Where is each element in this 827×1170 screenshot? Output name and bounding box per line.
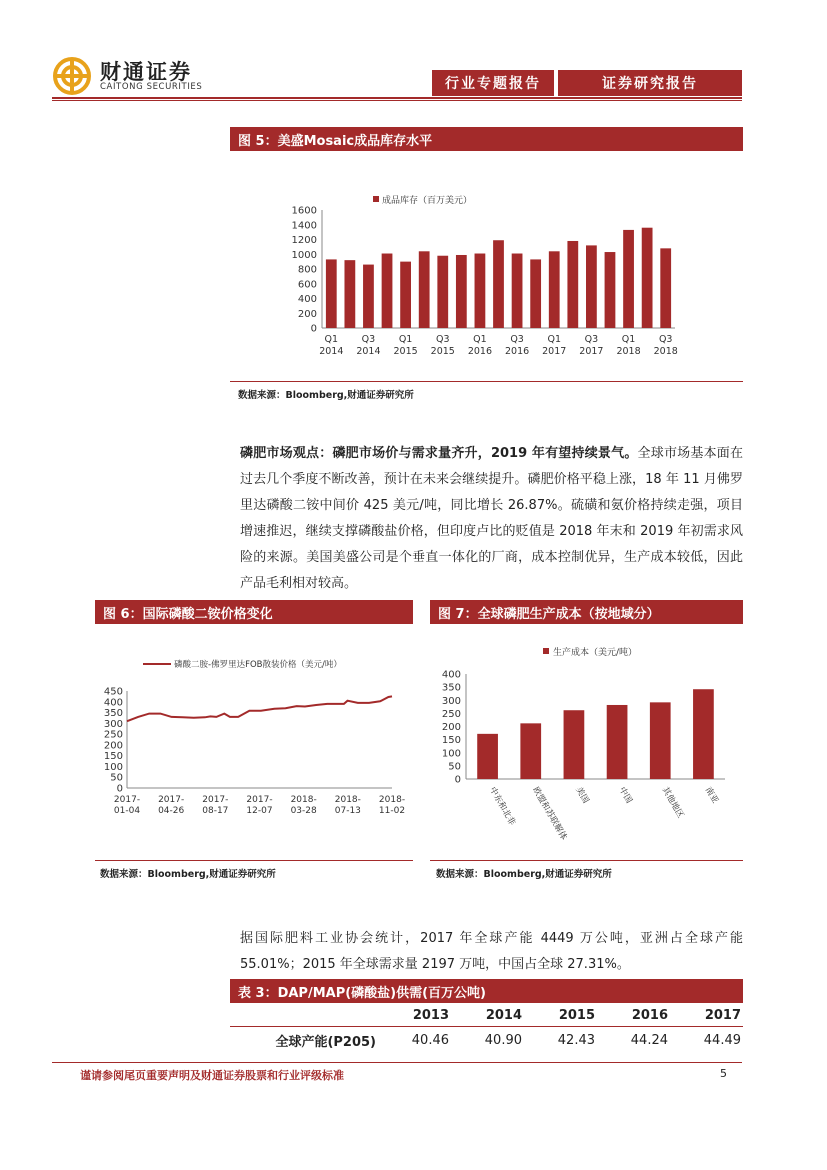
- x-tick-label: 03-28: [290, 806, 317, 816]
- x-tick-label: 2017-: [246, 795, 273, 805]
- x-tick-label: Q1: [473, 334, 487, 345]
- market-view-lead: 磷肥市场观点：磷肥市场价与需求量齐升，2019 年有望持续景气。: [240, 446, 638, 461]
- x-tick-label: 2017-: [113, 795, 141, 805]
- bar: [520, 723, 541, 779]
- x-tick-label: 中国: [616, 785, 634, 806]
- company-name-cn: 财通证券: [100, 60, 192, 84]
- market-view-body: 全球市场基本面在过去几个季度不断改善，预计在未来会继续提升。磷肥价格平稳上涨，18 年 11 月佛罗里达磷酸二铵中间价 425 美元/吨，同比增长 26.87%。硫磺和氨价格持续走强，项目增速推迟，继续支撑磷酸盐价格，但印度卢比的贬值是 2018 年末和 2019 年初需求风险的来源。美国美盛公司是个垂直一体化的厂商，成本控制优异，生产成本较低，因此产品毛利相对较高。: [240, 446, 743, 591]
- bar: [437, 256, 448, 328]
- bar: [567, 241, 578, 328]
- x-tick-label: Q3: [510, 334, 524, 345]
- table-cell: 42.43: [557, 1032, 595, 1048]
- table-year-2013: 2013: [412, 1007, 449, 1023]
- x-tick-label: 南亚: [702, 785, 720, 806]
- legend-label: 生产成本（美元/吨）: [553, 648, 638, 658]
- report-type-tag: 行业专题报告: [432, 70, 554, 96]
- y-tick-label: 50: [448, 761, 461, 773]
- y-tick-label: 350: [441, 682, 461, 694]
- x-tick-label: 欧盟和苏联解体: [530, 785, 569, 843]
- x-tick-label: Q3: [658, 334, 673, 345]
- y-tick-label: 0: [454, 774, 461, 786]
- y-tick-label: 400: [297, 294, 317, 305]
- x-tick-label: 2017-: [158, 795, 185, 805]
- table-header-row: [230, 1004, 743, 1027]
- table-cell: 44.49: [703, 1032, 741, 1048]
- x-tick-label: 08-17: [202, 806, 229, 816]
- bar: [564, 710, 585, 779]
- figure7-bar-chart: [430, 638, 743, 843]
- company-logo-icon: [52, 56, 92, 96]
- y-tick-label: 300: [441, 695, 461, 707]
- y-tick-label: 200: [297, 308, 317, 320]
- x-tick-label: 2018-: [378, 795, 406, 805]
- y-tick-label: 350: [103, 708, 123, 720]
- report-category-tag: 证券研究报告: [558, 70, 742, 96]
- header-divider-thin: [52, 100, 742, 101]
- page-number: 5: [720, 1067, 727, 1080]
- y-tick-label: 450: [103, 686, 123, 698]
- legend-label: 成品库存（百万美元）: [382, 196, 473, 206]
- bar: [363, 265, 374, 328]
- capacity-paragraph: 据国际肥料工业协会统计，2017 年全球产能 4449 万公吨，亚洲占全球产能 55.01%；2015 年全球需求量 2197 万吨，中国占全球 27.31%。: [240, 931, 743, 972]
- bar: [530, 259, 541, 328]
- supply-demand-table: [230, 1004, 743, 1053]
- table-row-label: 全球产能(P205): [275, 1034, 376, 1050]
- x-tick-label: 2017: [542, 346, 567, 357]
- figure6-line-chart: [95, 645, 413, 825]
- y-tick-label: 1600: [291, 205, 317, 217]
- disclaimer-note: 谨请参阅尾页重要声明及财通证券股票和行业评级标准: [80, 1069, 344, 1082]
- company-name-en: CAITONG SECURITIES: [100, 82, 203, 92]
- x-tick-label: 2015: [393, 346, 418, 357]
- y-tick-label: 0: [310, 323, 317, 335]
- y-tick-label: 250: [441, 708, 461, 720]
- bar: [607, 705, 628, 779]
- x-tick-label: 01-04: [113, 806, 141, 816]
- header-divider: [52, 97, 742, 99]
- x-tick-label: 美国: [573, 785, 591, 806]
- table-row: [230, 1027, 743, 1053]
- table-year-2014: 2014: [485, 1007, 522, 1023]
- x-tick-label: 2018-: [334, 795, 361, 805]
- table-cell: 40.90: [484, 1032, 522, 1048]
- bar: [326, 259, 337, 328]
- x-tick-label: 11-02: [378, 806, 406, 816]
- table-year-2017: 2017: [704, 1007, 741, 1023]
- bar: [475, 254, 486, 328]
- legend-label: 磷酸二胺-佛罗里达FOB散装价格（美元/吨）: [174, 660, 342, 670]
- bar: [400, 262, 411, 328]
- x-tick-label: Q3: [361, 334, 376, 345]
- legend-swatch: [373, 196, 379, 202]
- price-series-line: [127, 696, 392, 721]
- y-tick-label: 1200: [291, 235, 317, 246]
- x-tick-label: 2016: [504, 346, 530, 357]
- x-tick-label: Q1: [621, 334, 636, 345]
- y-tick-label: 100: [103, 761, 123, 773]
- bar: [512, 254, 523, 328]
- y-tick-label: 1400: [291, 220, 317, 232]
- y-tick-label: 150: [103, 751, 123, 763]
- bar: [382, 254, 393, 328]
- bar: [693, 689, 714, 779]
- x-tick-label: 2018: [616, 346, 641, 357]
- bar: [660, 248, 671, 328]
- figure6-source-divider: [95, 860, 413, 861]
- x-tick-label: Q3: [435, 334, 450, 345]
- legend-swatch: [543, 648, 549, 654]
- x-tick-label: 2014: [356, 346, 381, 357]
- y-tick-label: 200: [441, 722, 461, 733]
- figure5-source-divider: [230, 381, 743, 382]
- y-tick-label: 300: [103, 718, 123, 730]
- figure6-caption: 图 6：国际磷酸二铵价格变化: [95, 600, 413, 624]
- figure7-caption: 图 7：全球磷肥生产成本（按地域分）: [430, 600, 743, 624]
- y-tick-label: 400: [441, 669, 461, 681]
- x-tick-label: 2017: [579, 346, 604, 357]
- bar: [344, 260, 355, 328]
- y-tick-label: 200: [103, 740, 123, 752]
- figure5-bar-chart: [230, 180, 743, 370]
- y-tick-label: 800: [297, 264, 317, 276]
- y-tick-label: 600: [297, 279, 317, 291]
- y-tick-label: 100: [441, 748, 461, 760]
- y-tick-label: 150: [441, 735, 461, 747]
- y-tick-label: 1000: [291, 249, 317, 261]
- figure5-source: 数据来源：Bloomberg,财通证券研究所: [238, 390, 414, 401]
- x-tick-label: 其他地区: [659, 785, 686, 820]
- x-tick-label: Q3: [584, 334, 599, 345]
- figure7-source: 数据来源：Bloomberg,财通证券研究所: [436, 869, 612, 880]
- figure6-source: 数据来源：Bloomberg,财通证券研究所: [100, 869, 276, 880]
- bar: [650, 702, 671, 779]
- x-tick-label: 2018: [653, 346, 678, 357]
- x-tick-label: 2018-: [290, 795, 317, 805]
- x-tick-label: 12-07: [246, 806, 273, 816]
- bar: [586, 245, 597, 328]
- table-cell: 44.24: [630, 1032, 668, 1048]
- figure5-caption: 图 5：美盛Mosaic成品库存水平: [230, 127, 743, 151]
- bar: [493, 240, 504, 328]
- x-tick-label: 04-26: [158, 806, 185, 816]
- table-year-2015: 2015: [558, 1007, 595, 1023]
- bar: [605, 252, 616, 328]
- table-year-2016: 2016: [631, 1007, 668, 1023]
- figure7-source-divider: [430, 860, 743, 861]
- y-tick-label: 50: [110, 772, 123, 784]
- y-tick-label: 250: [103, 729, 123, 741]
- y-tick-label: 0: [116, 783, 123, 795]
- x-tick-label: 2015: [430, 346, 455, 357]
- bar: [642, 228, 653, 328]
- x-tick-label: Q1: [324, 334, 339, 345]
- x-tick-label: 2017-: [202, 795, 229, 805]
- table3-caption: 表 3：DAP/MAP(磷酸盐)供需(百万公吨): [230, 979, 743, 1003]
- x-tick-label: 2014: [319, 346, 344, 357]
- table-cell: 40.46: [411, 1032, 449, 1048]
- x-tick-label: 2016: [467, 346, 493, 357]
- x-tick-label: 07-13: [334, 806, 361, 816]
- bar: [549, 251, 560, 328]
- bar: [477, 734, 498, 779]
- x-tick-label: Q1: [547, 334, 562, 345]
- bar: [623, 230, 634, 328]
- market-view-paragraph: [240, 441, 743, 597]
- bar: [456, 255, 467, 328]
- bar: [419, 251, 430, 328]
- x-tick-label: 中东和北非: [486, 785, 517, 828]
- footer-divider: [52, 1062, 742, 1063]
- y-tick-label: 400: [103, 697, 123, 709]
- x-tick-label: Q1: [398, 334, 413, 345]
